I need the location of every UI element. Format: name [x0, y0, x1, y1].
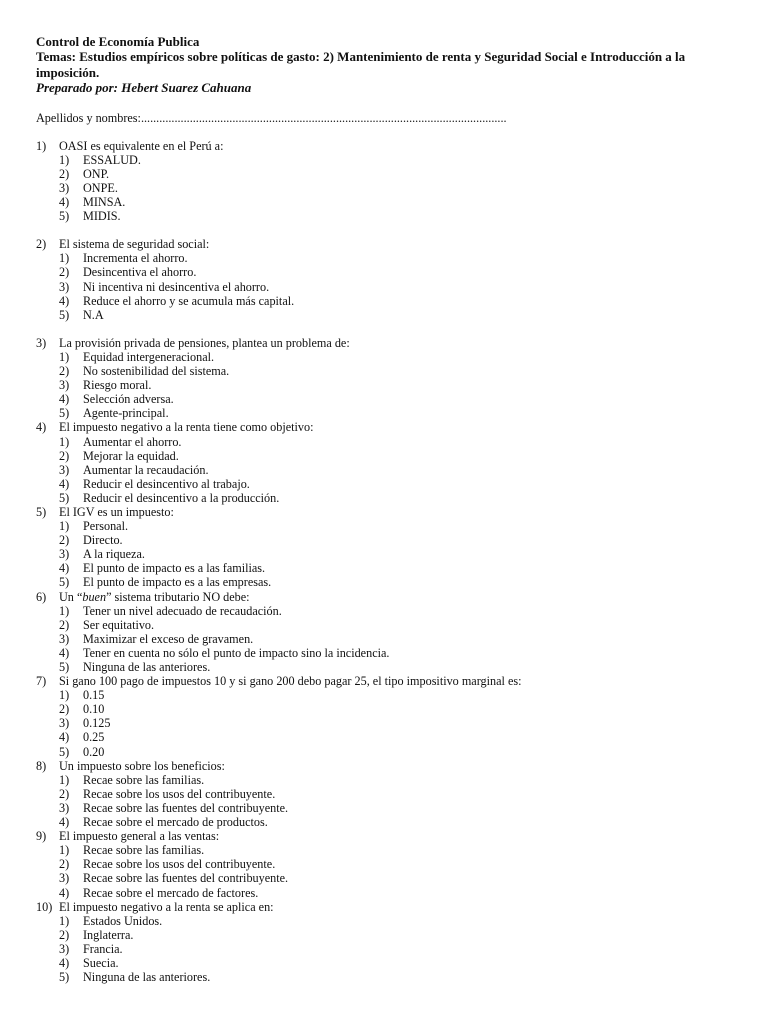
answer-option: [36, 886, 736, 900]
option-text: MIDIS.: [83, 209, 121, 224]
option-number: 5): [59, 307, 70, 322]
answer-option: [36, 914, 736, 928]
answer-option: [36, 364, 736, 378]
option-text: Recae sobre los usos del contribuyente.: [83, 786, 276, 801]
option-text: 0.25: [83, 730, 105, 745]
option-text: Aumentar el ahorro.: [83, 434, 182, 449]
option-text: Incrementa el ahorro.: [83, 251, 188, 266]
option-number: 2): [59, 857, 70, 872]
option-number: 2): [59, 166, 70, 181]
option-number: 3): [59, 547, 70, 562]
question-number: 8): [36, 758, 47, 773]
question-text: OASI es equivalente en el Perú a:: [59, 138, 224, 153]
option-number: 4): [59, 561, 70, 576]
option-number: 1): [59, 251, 70, 266]
option-text: Agente-principal.: [83, 406, 169, 421]
option-text: Directo.: [83, 533, 123, 548]
option-text: 0.15: [83, 688, 105, 703]
question-text: El IGV es un impuesto:: [59, 504, 174, 519]
option-number: 3): [59, 631, 70, 646]
answer-option: [36, 533, 736, 547]
option-number: 1): [59, 913, 70, 928]
question-text-pre: Un “: [59, 589, 83, 604]
option-number: 5): [59, 575, 70, 590]
answer-option: [36, 491, 736, 505]
answer-option: [36, 195, 736, 209]
answer-option: [36, 745, 736, 759]
answer-option: [36, 928, 736, 942]
question-3: [36, 336, 736, 421]
option-number: 5): [59, 490, 70, 505]
answer-option: [36, 392, 736, 406]
name-field: Apellidos y nombres:........................................................................................................................: [36, 110, 507, 125]
option-number: 2): [59, 265, 70, 280]
answer-option: [36, 942, 736, 956]
question-1: [36, 139, 736, 224]
option-text: 0.125: [83, 716, 111, 731]
option-text: No sostenibilidad del sistema.: [83, 364, 230, 379]
option-text: El punto de impacto es a las familias.: [83, 561, 266, 576]
option-number: 2): [59, 702, 70, 717]
answer-option: [36, 815, 736, 829]
option-number: 2): [59, 448, 70, 463]
question-number: 4): [36, 420, 47, 435]
option-number: 3): [59, 800, 70, 815]
option-text: Tener en cuenta no sólo el punto de impacto sino la incidencia.: [83, 645, 390, 660]
question-text-emphasis: buen: [82, 589, 107, 604]
question-number: 9): [36, 829, 47, 844]
option-number: 5): [59, 209, 70, 224]
option-number: 1): [59, 603, 70, 618]
option-text: Maximizar el exceso de gravamen.: [83, 631, 254, 646]
answer-option: [36, 956, 736, 970]
option-text: 0.10: [83, 702, 105, 717]
option-number: 3): [59, 279, 70, 294]
option-text: 0.20: [83, 744, 105, 759]
topics-heading: Temas: Estudios empíricos sobre políticas de gasto: 2) Mantenimiento de renta y Seguridad Social e Introducción a la imposición.: [36, 49, 686, 80]
option-text: Ni incentiva ni desincentiva el ahorro.: [83, 279, 270, 294]
option-text: ONP.: [83, 166, 110, 181]
option-number: 5): [59, 660, 70, 674]
answer-option: [36, 787, 736, 801]
answer-option: [36, 167, 736, 181]
option-text: N.A: [83, 307, 104, 322]
option-number: 3): [59, 462, 70, 477]
question-text: Si gano 100 pago de impuestos 10 y si gano 200 debo pagar 25, el tipo impositivo marginal es:: [59, 674, 522, 689]
exam-page: [36, 34, 736, 984]
answer-option: [36, 209, 736, 223]
option-number: 1): [59, 349, 70, 364]
option-number: 5): [59, 970, 70, 985]
option-number: 2): [59, 617, 70, 632]
question-number: 1): [36, 138, 47, 153]
option-text: Francia.: [83, 941, 123, 956]
question-6: [36, 590, 736, 675]
question-8: [36, 759, 736, 829]
option-text: Reducir el desincentivo a la producción.: [83, 490, 280, 505]
option-text: Personal.: [83, 519, 129, 534]
option-number: 2): [59, 533, 70, 548]
answer-option: [36, 547, 736, 561]
option-number: 3): [59, 378, 70, 393]
option-text: Suecia.: [83, 955, 119, 970]
answer-option: [36, 843, 736, 857]
question-text: El impuesto negativo a la renta se aplica en:: [59, 899, 274, 914]
question-number: 5): [36, 504, 47, 519]
option-number: 3): [59, 871, 70, 886]
option-number: 1): [59, 519, 70, 534]
option-text: A la riqueza.: [83, 547, 145, 562]
option-text: Recae sobre el mercado de factores.: [83, 885, 259, 900]
option-text: Recae sobre las fuentes del contribuyente.: [83, 871, 289, 886]
option-text: Mejorar la equidad.: [83, 448, 179, 463]
option-text: Inglaterra.: [83, 927, 134, 942]
option-text: Recae sobre las fuentes del contribuyente.: [83, 800, 289, 815]
option-text: Recae sobre los usos del contribuyente.: [83, 857, 276, 872]
answer-option: [36, 688, 736, 702]
answer-option: [36, 519, 736, 533]
option-number: 1): [59, 688, 70, 703]
answer-option: [36, 153, 736, 167]
option-text: Selección adversa.: [83, 392, 174, 407]
question-7: [36, 674, 736, 759]
answer-option: [36, 618, 736, 632]
option-text: Reducir el desincentivo al trabajo.: [83, 476, 250, 491]
answer-option: [36, 801, 736, 815]
answer-option: [36, 350, 736, 364]
answer-option: [36, 294, 736, 308]
option-number: 4): [59, 293, 70, 308]
question-text: El impuesto general a las ventas:: [59, 829, 220, 844]
question-text-post: ” sistema tributario NO debe:: [106, 589, 250, 604]
answer-option: [36, 265, 736, 279]
answer-option: [36, 970, 736, 984]
option-number: 4): [59, 885, 70, 900]
answer-option: [36, 463, 736, 477]
answer-option: [36, 702, 736, 716]
option-text: Reduce el ahorro y se acumula más capital.: [83, 293, 295, 308]
option-number: 1): [59, 772, 70, 787]
answer-option: [36, 181, 736, 195]
answer-option: [36, 857, 736, 871]
option-number: 1): [59, 843, 70, 858]
question-text: Un impuesto sobre los beneficios:: [59, 758, 225, 773]
question-number: 3): [36, 335, 47, 350]
answer-option: [36, 435, 736, 449]
answer-option: [36, 561, 736, 575]
answer-option: [36, 251, 736, 265]
option-text: Tener un nivel adecuado de recaudación.: [83, 603, 282, 618]
answer-option: [36, 730, 736, 744]
option-number: 3): [59, 941, 70, 956]
option-number: 3): [59, 716, 70, 731]
option-number: 3): [59, 181, 70, 195]
answer-option: [36, 646, 736, 660]
option-text: Equidad intergeneracional.: [83, 349, 215, 364]
answer-option: [36, 773, 736, 787]
answer-option: [36, 477, 736, 491]
option-number: 5): [59, 406, 70, 421]
answer-option: [36, 871, 736, 885]
option-number: 4): [59, 815, 70, 830]
option-text: El punto de impacto es a las empresas.: [83, 575, 272, 590]
question-list: [36, 139, 736, 984]
option-text: MINSA.: [83, 195, 126, 210]
option-text: ESSALUD.: [83, 152, 141, 167]
option-number: 4): [59, 730, 70, 745]
option-number: 1): [59, 152, 70, 167]
option-text: Ser equitativo.: [83, 617, 155, 632]
document-title: Control de Economía Publica: [36, 34, 200, 49]
answer-option: [36, 449, 736, 463]
option-number: 4): [59, 195, 70, 210]
option-number: 2): [59, 786, 70, 801]
option-number: 4): [59, 392, 70, 407]
answer-option: [36, 660, 736, 674]
option-text: Ninguna de las anteriores.: [83, 660, 211, 674]
question-2: [36, 237, 736, 322]
answer-option: [36, 604, 736, 618]
question-number: 2): [36, 237, 47, 252]
option-number: 2): [59, 364, 70, 379]
option-number: 5): [59, 744, 70, 759]
option-text: Recae sobre las familias.: [83, 843, 205, 858]
option-text: Riesgo moral.: [83, 378, 152, 393]
option-number: 4): [59, 645, 70, 660]
question-text: El impuesto negativo a la renta tiene como objetivo:: [59, 420, 314, 435]
option-text: Recae sobre el mercado de productos.: [83, 815, 268, 830]
option-number: 2): [59, 927, 70, 942]
author-line: Preparado por: Hebert Suarez Cahuana: [36, 80, 252, 96]
option-text: Aumentar la recaudación.: [83, 462, 209, 477]
answer-option: [36, 575, 736, 589]
question-number: 6): [36, 589, 47, 604]
answer-option: [36, 716, 736, 730]
question-number: 10): [36, 899, 53, 914]
question-4: [36, 420, 736, 505]
answer-option: [36, 280, 736, 294]
option-text: Estados Unidos.: [83, 913, 163, 928]
answer-option: [36, 378, 736, 392]
question-text: El sistema de seguridad social:: [59, 237, 210, 252]
option-number: 1): [59, 434, 70, 449]
option-number: 4): [59, 476, 70, 491]
answer-option: [36, 308, 736, 322]
question-text: La provisión privada de pensiones, plantea un problema de:: [59, 335, 350, 350]
option-text: Recae sobre las familias.: [83, 772, 205, 787]
option-text: Ninguna de las anteriores.: [83, 970, 211, 985]
answer-option: [36, 632, 736, 646]
question-10: [36, 900, 736, 985]
option-number: 4): [59, 955, 70, 970]
option-text: Desincentiva el ahorro.: [83, 265, 197, 280]
answer-option: [36, 406, 736, 420]
question-number: 7): [36, 674, 47, 689]
option-text: ONPE.: [83, 181, 118, 195]
question-5: [36, 505, 736, 590]
question-9: [36, 829, 736, 899]
